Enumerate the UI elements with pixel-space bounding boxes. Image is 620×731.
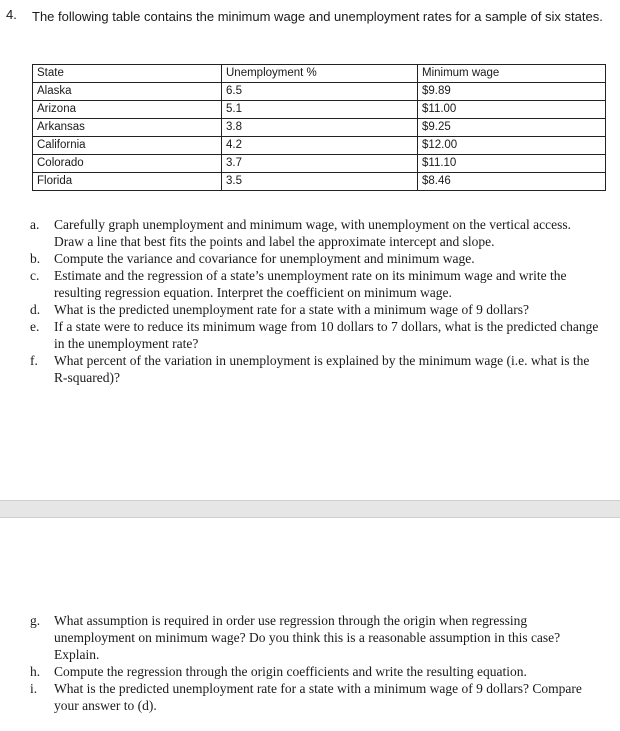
question-part-h	[30, 663, 602, 680]
table-header-row	[33, 65, 606, 83]
part-label: a.	[30, 217, 40, 232]
data-table	[32, 64, 606, 191]
cell-minimum-wage: $8.46	[418, 173, 606, 191]
table-row	[33, 83, 606, 101]
table-row	[33, 119, 606, 137]
question-part-b	[30, 250, 602, 267]
table-row	[33, 155, 606, 173]
part-text: What is the predicted unemployment rate for a state with a minimum wage of 9 dollars? Compare your answer to (d).	[54, 681, 582, 713]
cell-state: California	[33, 137, 222, 155]
table-row	[33, 101, 606, 119]
part-text: Compute the variance and covariance for unemployment and minimum wage.	[54, 251, 475, 266]
question-part-d	[30, 301, 602, 318]
question-part-i	[30, 680, 602, 714]
part-label: i.	[30, 681, 38, 696]
part-label: c.	[30, 268, 40, 283]
question-part-e	[30, 318, 602, 352]
question-part-c	[30, 267, 602, 301]
part-label: h.	[30, 664, 41, 679]
question-intro: The following table contains the minimum wage and unemployment rates for a sample of six states.	[32, 9, 603, 24]
part-text: Compute the regression through the origin coefficients and write the resulting equation.	[54, 664, 527, 679]
cell-minimum-wage: $11.10	[418, 155, 606, 173]
cell-state: Arizona	[33, 101, 222, 119]
question-parts-list-continued	[30, 612, 602, 714]
table-row	[33, 137, 606, 155]
page-break	[0, 500, 620, 518]
cell-state: Florida	[33, 173, 222, 191]
question-part-a	[30, 216, 602, 250]
cell-state: Arkansas	[33, 119, 222, 137]
part-label: b.	[30, 251, 41, 266]
cell-minimum-wage: $12.00	[418, 137, 606, 155]
column-header-state: State	[33, 65, 222, 83]
part-text: What is the predicted unemployment rate for a state with a minimum wage of 9 dollars?	[54, 302, 529, 317]
question-part-f	[30, 352, 602, 386]
cell-unemployment: 5.1	[222, 101, 418, 119]
cell-minimum-wage: $9.89	[418, 83, 606, 101]
part-text: Estimate and the regression of a state’s unemployment rate on its minimum wage and write the resulting regression equation. Interpret the coefficient on minimum wage.	[54, 268, 567, 300]
part-label: f.	[30, 353, 38, 368]
cell-unemployment: 6.5	[222, 83, 418, 101]
cell-minimum-wage: $9.25	[418, 119, 606, 137]
cell-unemployment: 4.2	[222, 137, 418, 155]
part-text: What percent of the variation in unemployment is explained by the minimum wage (i.e. what is the R-squared)?	[54, 353, 590, 385]
question-number: 4.	[6, 7, 17, 22]
cell-state: Colorado	[33, 155, 222, 173]
part-label: e.	[30, 319, 40, 334]
question-part-g	[30, 612, 602, 663]
cell-unemployment: 3.5	[222, 173, 418, 191]
part-text: If a state were to reduce its minimum wage from 10 dollars to 7 dollars, what is the predicted change in the unemployment rate?	[54, 319, 599, 351]
column-header-unemployment: Unemployment %	[222, 65, 418, 83]
cell-unemployment: 3.8	[222, 119, 418, 137]
part-label: d.	[30, 302, 41, 317]
cell-unemployment: 3.7	[222, 155, 418, 173]
question-parts-list	[30, 216, 602, 386]
part-label: g.	[30, 613, 41, 628]
cell-state: Alaska	[33, 83, 222, 101]
cell-minimum-wage: $11.00	[418, 101, 606, 119]
table-row	[33, 173, 606, 191]
part-text: What assumption is required in order use regression through the origin when regressing unemployment on minimum wage? Do you think this is a reasonable assumption in this case? Explain.	[54, 613, 561, 662]
column-header-minimum-wage: Minimum wage	[418, 65, 606, 83]
part-text: Carefully graph unemployment and minimum wage, with unemployment on the vertical access. Draw a line that best fits the points and label the approximate intercept and slope.	[54, 217, 571, 249]
